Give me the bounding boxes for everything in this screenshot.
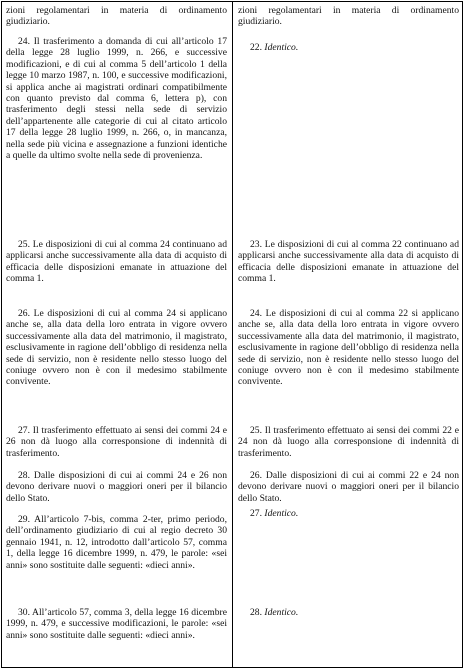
column-divider bbox=[232, 2, 233, 667]
right-paragraph-24: 24. Le disposizioni di cui al comma 22 si applicano anche se, alla data della loro entrata in vigore ovvero successivamente alla data del matrimonio, il magistrato, esclusivamente in ragione dell’obbligo di residenza nella sede di servizio, non è residente nello stesso luogo del coniuge ovvero non è con il medesimo stabilmente convivente. bbox=[238, 308, 459, 388]
right-paragraph-28 bbox=[238, 607, 459, 618]
left-paragraph-25: 25. Le disposizioni di cui al comma 24 continuano ad applicarsi anche successivamente alla data di acquisto di efficacia delle disposizioni emanate in attuazione del comma 1. bbox=[6, 239, 227, 285]
left-paragraph-24: 24. Il trasferimento a domanda di cui all’articolo 17 della legge 28 luglio 1999, n. 266, e successive modificazioni, e di cui al comma 5 dell’articolo 1 della legge 10 marzo 1987, n. 100, e successive modificazioni, si applica anche ai magistrati ordinari compatibilmente con quanto previsto dal comma 6, lettera p), con trasferimento degli stessi nella sede di servizio dell’appartenente alle categorie di cui al citato articolo 17 della legge 28 luglio 1999, n. 266, o, in mancanza, nella sede più vicina e assegnazione a funzioni identiche a quelle da ultimo svolte nella sede di provenienza. bbox=[6, 36, 227, 162]
left-paragraph-29: 29. All’articolo 7-bis, comma 2-ter, primo periodo, dell’ordinamento giudiziario di cui al regio decreto 30 gennaio 1941, n. 12, introdotto dall’articolo 57, comma 1, della legge 16 dicembre 1999, n. 479, le parole: «sei anni» sono sostituite dalle seguenti: «dieci anni». bbox=[6, 514, 227, 571]
right-paragraph-27-number: 27. bbox=[250, 508, 262, 519]
right-paragraph-25: 25. Il trasferimento effettuato ai sensi dei commi 22 e 24 non dà luogo alla corresponsione di indennità di trasferimento. bbox=[238, 425, 459, 459]
left-paragraph-30: 30. All’articolo 57, comma 3, della legge 16 dicembre 1999, n. 479, e successive modificazioni, le parole: «sei anni» sono sostituite dalle seguenti: «dieci anni». bbox=[6, 607, 227, 641]
document-page bbox=[1, 1, 463, 668]
left-paragraph-28: 28. Dalle disposizioni di cui ai commi 24 e 26 non devono derivare nuovi o maggiori oneri per il bilancio dello Stato. bbox=[6, 470, 227, 504]
left-paragraph-26: 26. Le disposizioni di cui al comma 24 si applicano anche se, alla data della loro entrata in vigore ovvero successivamente alla data del matrimonio, il magistrato, esclusivamente in ragione dell’obbligo di residenza nella sede di servizio, non è residente nello stesso luogo del coniuge ovvero non è con il medesimo stabilmente convivente. bbox=[6, 308, 227, 388]
right-paragraph-27-identico: Identico. bbox=[264, 508, 299, 519]
right-paragraph-28-number: 28. bbox=[250, 607, 262, 618]
right-paragraph-22-identico: Identico. bbox=[264, 42, 299, 53]
right-paragraph-28-identico: Identico. bbox=[264, 607, 299, 618]
left-paragraph-27: 27. Il trasferimento effettuato ai sensi dei commi 24 e 26 non dà luogo alla corresponsione di indennità di trasferimento. bbox=[6, 425, 227, 459]
right-paragraph-22 bbox=[238, 42, 459, 53]
right-paragraph-26: 26. Dalle disposizioni di cui ai commi 22 e 24 non devono derivare nuovi o maggiori oneri per il bilancio dello Stato. bbox=[238, 470, 459, 504]
right-paragraph-22-number: 22. bbox=[250, 42, 262, 53]
right-paragraph-23: 23. Le disposizioni di cui al comma 22 continuano ad applicarsi anche successivamente alla data di acquisto di efficacia delle disposizioni emanate in attuazione del comma 1. bbox=[238, 239, 459, 285]
right-paragraph-27 bbox=[238, 508, 459, 519]
right-paragraph-continuation: zioni regolamentari in materia di ordinamento giudiziario. bbox=[238, 5, 459, 28]
left-paragraph-continuation: zioni regolamentari in materia di ordinamento giudiziario. bbox=[6, 5, 227, 28]
